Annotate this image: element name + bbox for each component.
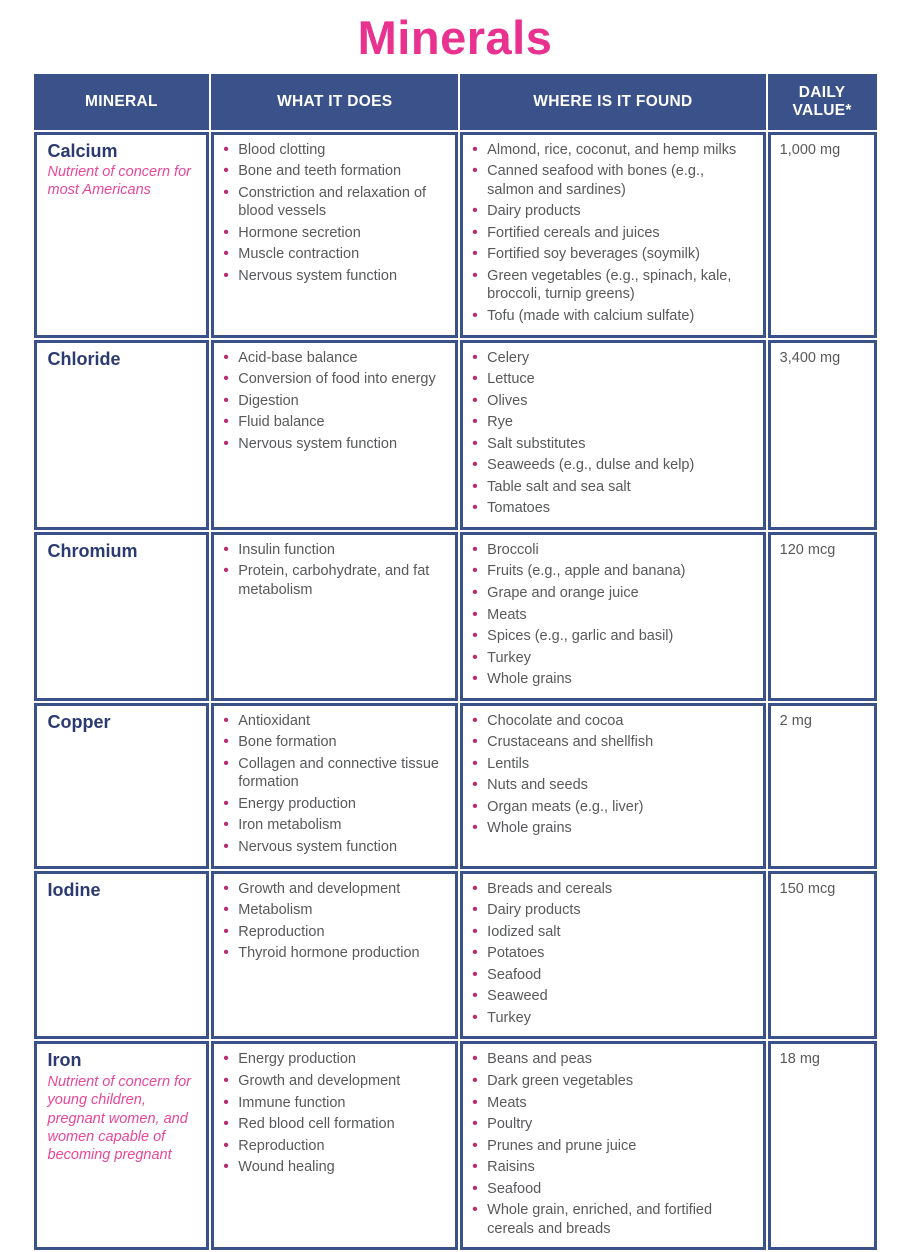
daily-value-cell <box>768 132 877 338</box>
where-found-cell <box>460 132 766 338</box>
mineral-name: Copper <box>47 711 111 732</box>
bullet-item: • Canned seafood with bones (e.g., salmon and sardines) <box>472 162 754 199</box>
bullet-item: • Spices (e.g., garlic and basil) <box>472 627 754 646</box>
what-it-does-cell <box>211 340 458 530</box>
daily-value-cell <box>768 1041 877 1250</box>
where-found-cell <box>460 532 766 701</box>
what-it-does-cell <box>211 132 458 338</box>
bullet-item: • Beans and peas <box>472 1050 754 1069</box>
daily-value-cell <box>768 340 877 530</box>
bullet-item: • Fortified cereals and juices <box>472 224 754 243</box>
bullet-item: • Constriction and relaxation of blood vessels <box>223 184 446 221</box>
daily-value-cell <box>768 871 877 1040</box>
bullet-item: • Meats <box>472 1094 754 1113</box>
table-row-iodine <box>34 871 877 1040</box>
mineral-cell-chromium <box>34 532 210 701</box>
bullet-item: • Iron metabolism <box>223 816 446 835</box>
mineral-cell-copper <box>34 703 210 869</box>
bullet-item: • Wound healing <box>223 1158 446 1177</box>
bullet-item: • Bone and teeth formation <box>223 162 446 181</box>
table-row-chromium <box>34 532 877 701</box>
where-found-list <box>472 1050 754 1238</box>
bullet-item: • Energy production <box>223 795 446 814</box>
bullet-item: • Immune function <box>223 1094 446 1113</box>
bullet-item: • Tomatoes <box>472 499 754 518</box>
where-found-cell <box>460 1041 766 1250</box>
bullet-item: • Green vegetables (e.g., spinach, kale, broccoli, turnip greens) <box>472 267 754 304</box>
bullet-item: • Lettuce <box>472 370 754 389</box>
bullet-item: • Seafood <box>472 966 754 985</box>
daily-value-cell <box>768 532 877 701</box>
bullet-item: • Turkey <box>472 649 754 668</box>
bullet-item: • Red blood cell formation <box>223 1115 446 1134</box>
bullet-item: • Olives <box>472 392 754 411</box>
where-found-cell <box>460 871 766 1040</box>
bullet-item: • Dairy products <box>472 202 754 221</box>
daily-value: 1,000 mg <box>779 141 841 158</box>
bullet-item: • Celery <box>472 349 754 368</box>
where-found-list <box>472 541 754 689</box>
bullet-item: • Nervous system function <box>223 838 446 857</box>
bullet-item: • Nervous system function <box>223 267 446 286</box>
minerals-table <box>32 72 879 1252</box>
mineral-cell-iodine <box>34 871 210 1040</box>
bullet-item: • Whole grain, enriched, and fortified cereals and breads <box>472 1201 754 1238</box>
mineral-cell-calcium <box>34 132 210 338</box>
bullet-item: • Grape and orange juice <box>472 584 754 603</box>
daily-value: 2 mg <box>779 712 812 729</box>
mineral-note: Nutrient of concern for most Americans <box>47 164 191 199</box>
bullet-item: • Potatoes <box>472 944 754 963</box>
bullet-item: • Rye <box>472 413 754 432</box>
bullet-item: • Dark green vegetables <box>472 1072 754 1091</box>
mineral-cell-iron <box>34 1041 210 1250</box>
what-it-does-list <box>223 880 446 963</box>
bullet-item: • Acid-base balance <box>223 349 446 368</box>
bullet-item: • Seaweeds (e.g., dulse and kelp) <box>472 456 754 475</box>
header-row <box>34 74 877 130</box>
bullet-item: • Collagen and connective tissue formation <box>223 755 446 792</box>
bullet-item: • Conversion of food into energy <box>223 370 446 389</box>
bullet-item: • Whole grains <box>472 670 754 689</box>
page-title: Minerals <box>357 11 553 64</box>
bullet-item: • Salt substitutes <box>472 435 754 454</box>
bullet-item: • Fluid balance <box>223 413 446 432</box>
bullet-item: • Energy production <box>223 1050 446 1069</box>
bullet-item: • Meats <box>472 606 754 625</box>
bullet-item: • Fruits (e.g., apple and banana) <box>472 562 754 581</box>
where-found-list <box>472 880 754 1028</box>
daily-value-cell <box>768 703 877 869</box>
bullet-item: • Insulin function <box>223 541 446 560</box>
bullet-item: • Digestion <box>223 392 446 411</box>
daily-value: 3,400 mg <box>779 349 841 366</box>
bullet-item: • Nuts and seeds <box>472 776 754 795</box>
mineral-name: Calcium <box>47 140 118 161</box>
what-it-does-list <box>223 712 446 857</box>
mineral-name: Chromium <box>47 540 138 561</box>
what-it-does-list <box>223 349 446 454</box>
bullet-item: • Muscle contraction <box>223 245 446 264</box>
bullet-item: • Dairy products <box>472 901 754 920</box>
bullet-item: • Crustaceans and shellfish <box>472 733 754 752</box>
daily-value: 150 mcg <box>779 880 836 897</box>
what-it-does-cell <box>211 871 458 1040</box>
mineral-name: Iron <box>47 1050 82 1071</box>
bullet-item: • Seafood <box>472 1180 754 1199</box>
mineral-cell-chloride <box>34 340 210 530</box>
table-row-copper <box>34 703 877 869</box>
bullet-item: • Hormone secretion <box>223 224 446 243</box>
bullet-item: • Raisins <box>472 1158 754 1177</box>
bullet-item: • Tofu (made with calcium sulfate) <box>472 307 754 326</box>
bullet-item: • Lentils <box>472 755 754 774</box>
column-header-where-found: WHERE IS IT FOUND <box>460 74 766 130</box>
bullet-item: • Breads and cereals <box>472 880 754 899</box>
bullet-item: • Metabolism <box>223 901 446 920</box>
table-row-iron <box>34 1041 877 1250</box>
bullet-item: • Nervous system function <box>223 435 446 454</box>
bullet-item: • Poultry <box>472 1115 754 1134</box>
what-it-does-list <box>223 1050 446 1176</box>
column-header-what-it-does: WHAT IT DOES <box>211 74 458 130</box>
table-header <box>34 74 877 130</box>
where-found-list <box>472 712 754 838</box>
daily-value: 18 mg <box>779 1051 820 1068</box>
bullet-item: • Table salt and sea salt <box>472 478 754 497</box>
where-found-list <box>472 141 754 326</box>
mineral-note: Nutrient of concern for young children, pregnant women, and women capable of becoming pregnant <box>47 1074 191 1164</box>
what-it-does-cell <box>211 703 458 869</box>
bullet-item: • Almond, rice, coconut, and hemp milks <box>472 141 754 160</box>
bullet-item: • Growth and development <box>223 1072 446 1091</box>
bullet-item: • Turkey <box>472 1009 754 1028</box>
bullet-item: • Prunes and prune juice <box>472 1137 754 1156</box>
what-it-does-list <box>223 141 446 286</box>
mineral-name: Chloride <box>47 348 121 369</box>
bullet-item: • Protein, carbohydrate, and fat metabolism <box>223 562 446 599</box>
bullet-item: • Chocolate and cocoa <box>472 712 754 731</box>
what-it-does-list <box>223 541 446 600</box>
bullet-item: • Fortified soy beverages (soymilk) <box>472 245 754 264</box>
daily-value: 120 mcg <box>779 541 836 558</box>
table-row-chloride <box>34 340 877 530</box>
table-row-calcium <box>34 132 877 338</box>
bullet-item: • Reproduction <box>223 1137 446 1156</box>
bullet-item: • Blood clotting <box>223 141 446 160</box>
bullet-item: • Growth and development <box>223 880 446 899</box>
table-body <box>34 132 877 1251</box>
bullet-item: • Seaweed <box>472 987 754 1006</box>
bullet-item: • Broccoli <box>472 541 754 560</box>
mineral-name: Iodine <box>47 879 101 900</box>
bullet-item: • Reproduction <box>223 923 446 942</box>
column-header-daily-value: DAILY VALUE* <box>768 74 877 130</box>
bullet-item: • Iodized salt <box>472 923 754 942</box>
where-found-cell <box>460 703 766 869</box>
bullet-item: • Organ meats (e.g., liver) <box>472 798 754 817</box>
bullet-item: • Bone formation <box>223 733 446 752</box>
what-it-does-cell <box>211 1041 458 1250</box>
where-found-cell <box>460 340 766 530</box>
where-found-list <box>472 349 754 518</box>
bullet-item: • Antioxidant <box>223 712 446 731</box>
bullet-item: • Thyroid hormone production <box>223 944 446 963</box>
what-it-does-cell <box>211 532 458 701</box>
bullet-item: • Whole grains <box>472 819 754 838</box>
column-header-mineral: MINERAL <box>34 74 210 130</box>
